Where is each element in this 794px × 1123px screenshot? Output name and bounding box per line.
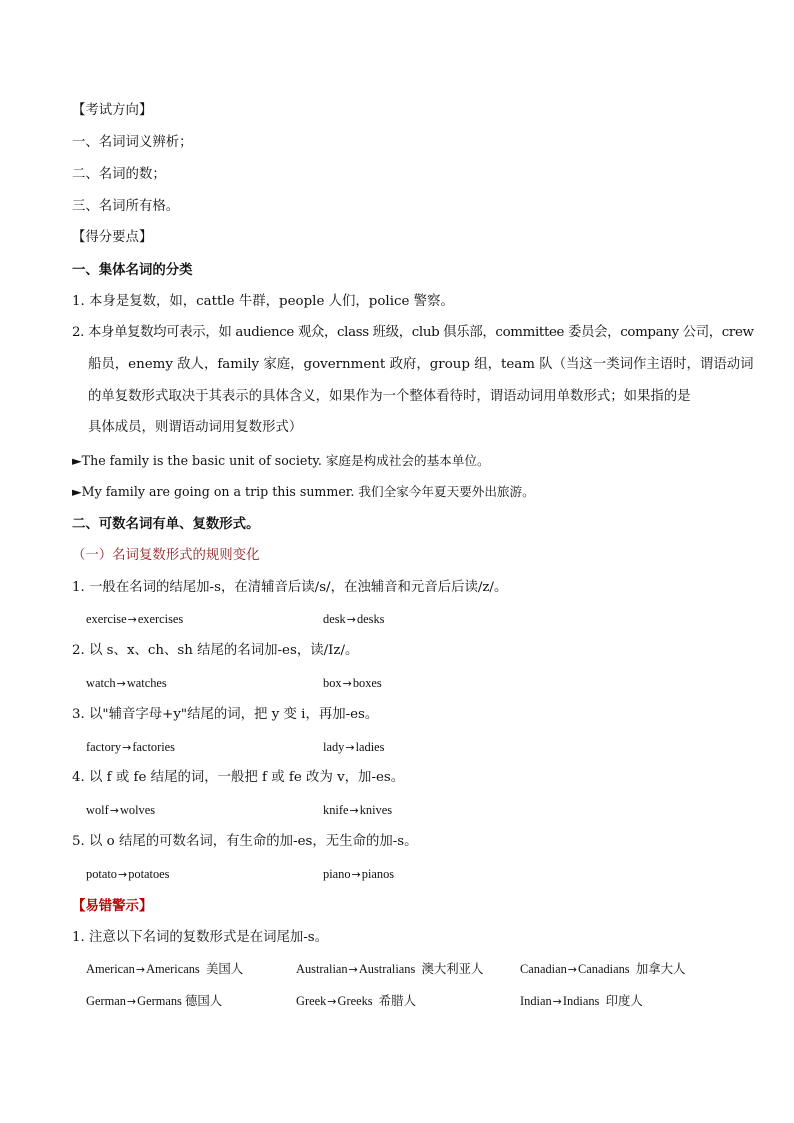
direction-item-1: 一、名词词义辨析； <box>72 135 193 150</box>
rule-2-example-2: box→boxes <box>323 673 382 694</box>
collective-item-2-line-1: 2. 本身单复数均可表示，如 audience 观众，class 班级，club 俱乐部，committee 委员会，company 公司，crew <box>72 325 754 340</box>
arrow-icon: → <box>109 804 119 817</box>
arrow-icon: → <box>351 868 361 881</box>
nationality-canadian: Canadian→Canadians 加拿大人 <box>520 959 685 980</box>
rule-5: 5. 以 o 结尾的可数名词，有生命的加-es，无生命的加-s。 <box>72 834 418 849</box>
arrow-icon: → <box>348 963 358 976</box>
nationality-american: American→Americans 美国人 <box>86 959 243 980</box>
arrow-icon: → <box>126 995 137 1008</box>
arrow-icon: → <box>567 963 578 976</box>
arrow-icon: → <box>349 804 359 817</box>
rule-1-example-2: desk→desks <box>323 609 384 630</box>
arrow-icon: → <box>552 995 562 1008</box>
arrow-icon: → <box>117 868 128 881</box>
arrow-icon: → <box>127 613 137 626</box>
rule-2: 2. 以 s、x、ch、sh 结尾的名词加-es，读/Iz/。 <box>72 643 359 658</box>
direction-item-2: 二、名词的数； <box>72 167 166 182</box>
direction-item-3: 三、名词所有格。 <box>72 199 180 214</box>
rule-3-example-1: factory→factories <box>86 737 175 758</box>
rule-4-example-2: knife→knives <box>323 800 392 821</box>
countable-title: 二、可数名词有单、复数形式。 <box>72 516 260 532</box>
rule-1-example-1: exercise→exercises <box>86 609 183 630</box>
collective-item-2-line-4: 具体成员，则谓语动词用复数形式） <box>88 420 303 435</box>
nationality-australian: Australian→Australians 澳大利亚人 <box>296 959 483 980</box>
countable-subtitle: （一）名词复数形式的规则变化 <box>72 548 260 563</box>
rule-2-example-1: watch→watches <box>86 673 167 694</box>
example-sentence-1: ►The family is the basic unit of society. 家庭是构成社会的基本单位。 <box>72 453 490 468</box>
arrow-icon: → <box>122 741 132 754</box>
rule-4-example-1: wolf→wolves <box>86 800 155 821</box>
arrow-icon: → <box>345 741 355 754</box>
nationality-greek: Greek→Greeks 希腊人 <box>296 991 416 1012</box>
arrow-icon: → <box>116 677 126 690</box>
rule-1: 1. 一般在名词的结尾加-s，在清辅音后读/s/，在浊辅音和元音后后读/z/。 <box>72 580 508 595</box>
example-sentence-2: ►My family are going on a trip this summer. 我们全家今年夏天要外出旅游。 <box>72 484 535 499</box>
rule-3-example-2: lady→ladies <box>323 737 384 758</box>
arrow-icon: → <box>346 613 356 626</box>
nationality-indian: Indian→Indians 印度人 <box>520 991 643 1012</box>
rule-3: 3. 以"辅音字母+y"结尾的词，把 y 变 i，再加-es。 <box>72 707 379 722</box>
collective-title: 一、集体名词的分类 <box>72 262 193 278</box>
warning-item-1: 1. 注意以下名词的复数形式是在词尾加-s。 <box>72 930 329 945</box>
rule-5-example-2: piano→pianos <box>323 864 394 885</box>
arrow-icon: → <box>342 677 352 690</box>
rule-4: 4. 以 f 或 fe 结尾的词，一般把 f 或 fe 改为 v，加-es。 <box>72 770 405 785</box>
rule-5-example-1: potato→potatoes <box>86 864 170 885</box>
collective-item-2-line-2: 船员，enemy 敌人，family 家庭，government 政府，group 组，team 队（当这一类词作主语时，谓语动词 <box>88 357 754 372</box>
collective-item-2-line-3: 的单复数形式取决于其表示的具体含义，如果作为一个整体看待时，谓语动词用单数形式；如果指的是 <box>88 389 691 404</box>
collective-item-1: 1. 本身是复数，如，cattle 牛群，people 人们，police 警察。 <box>72 294 454 309</box>
warning-title: 【易错警示】 <box>72 898 153 914</box>
points-title: 【得分要点】 <box>72 230 153 245</box>
arrow-icon: → <box>135 963 146 976</box>
direction-title: 【考试方向】 <box>72 103 153 118</box>
nationality-german: German→Germans 德国人 <box>86 991 222 1012</box>
arrow-icon: → <box>327 995 337 1008</box>
